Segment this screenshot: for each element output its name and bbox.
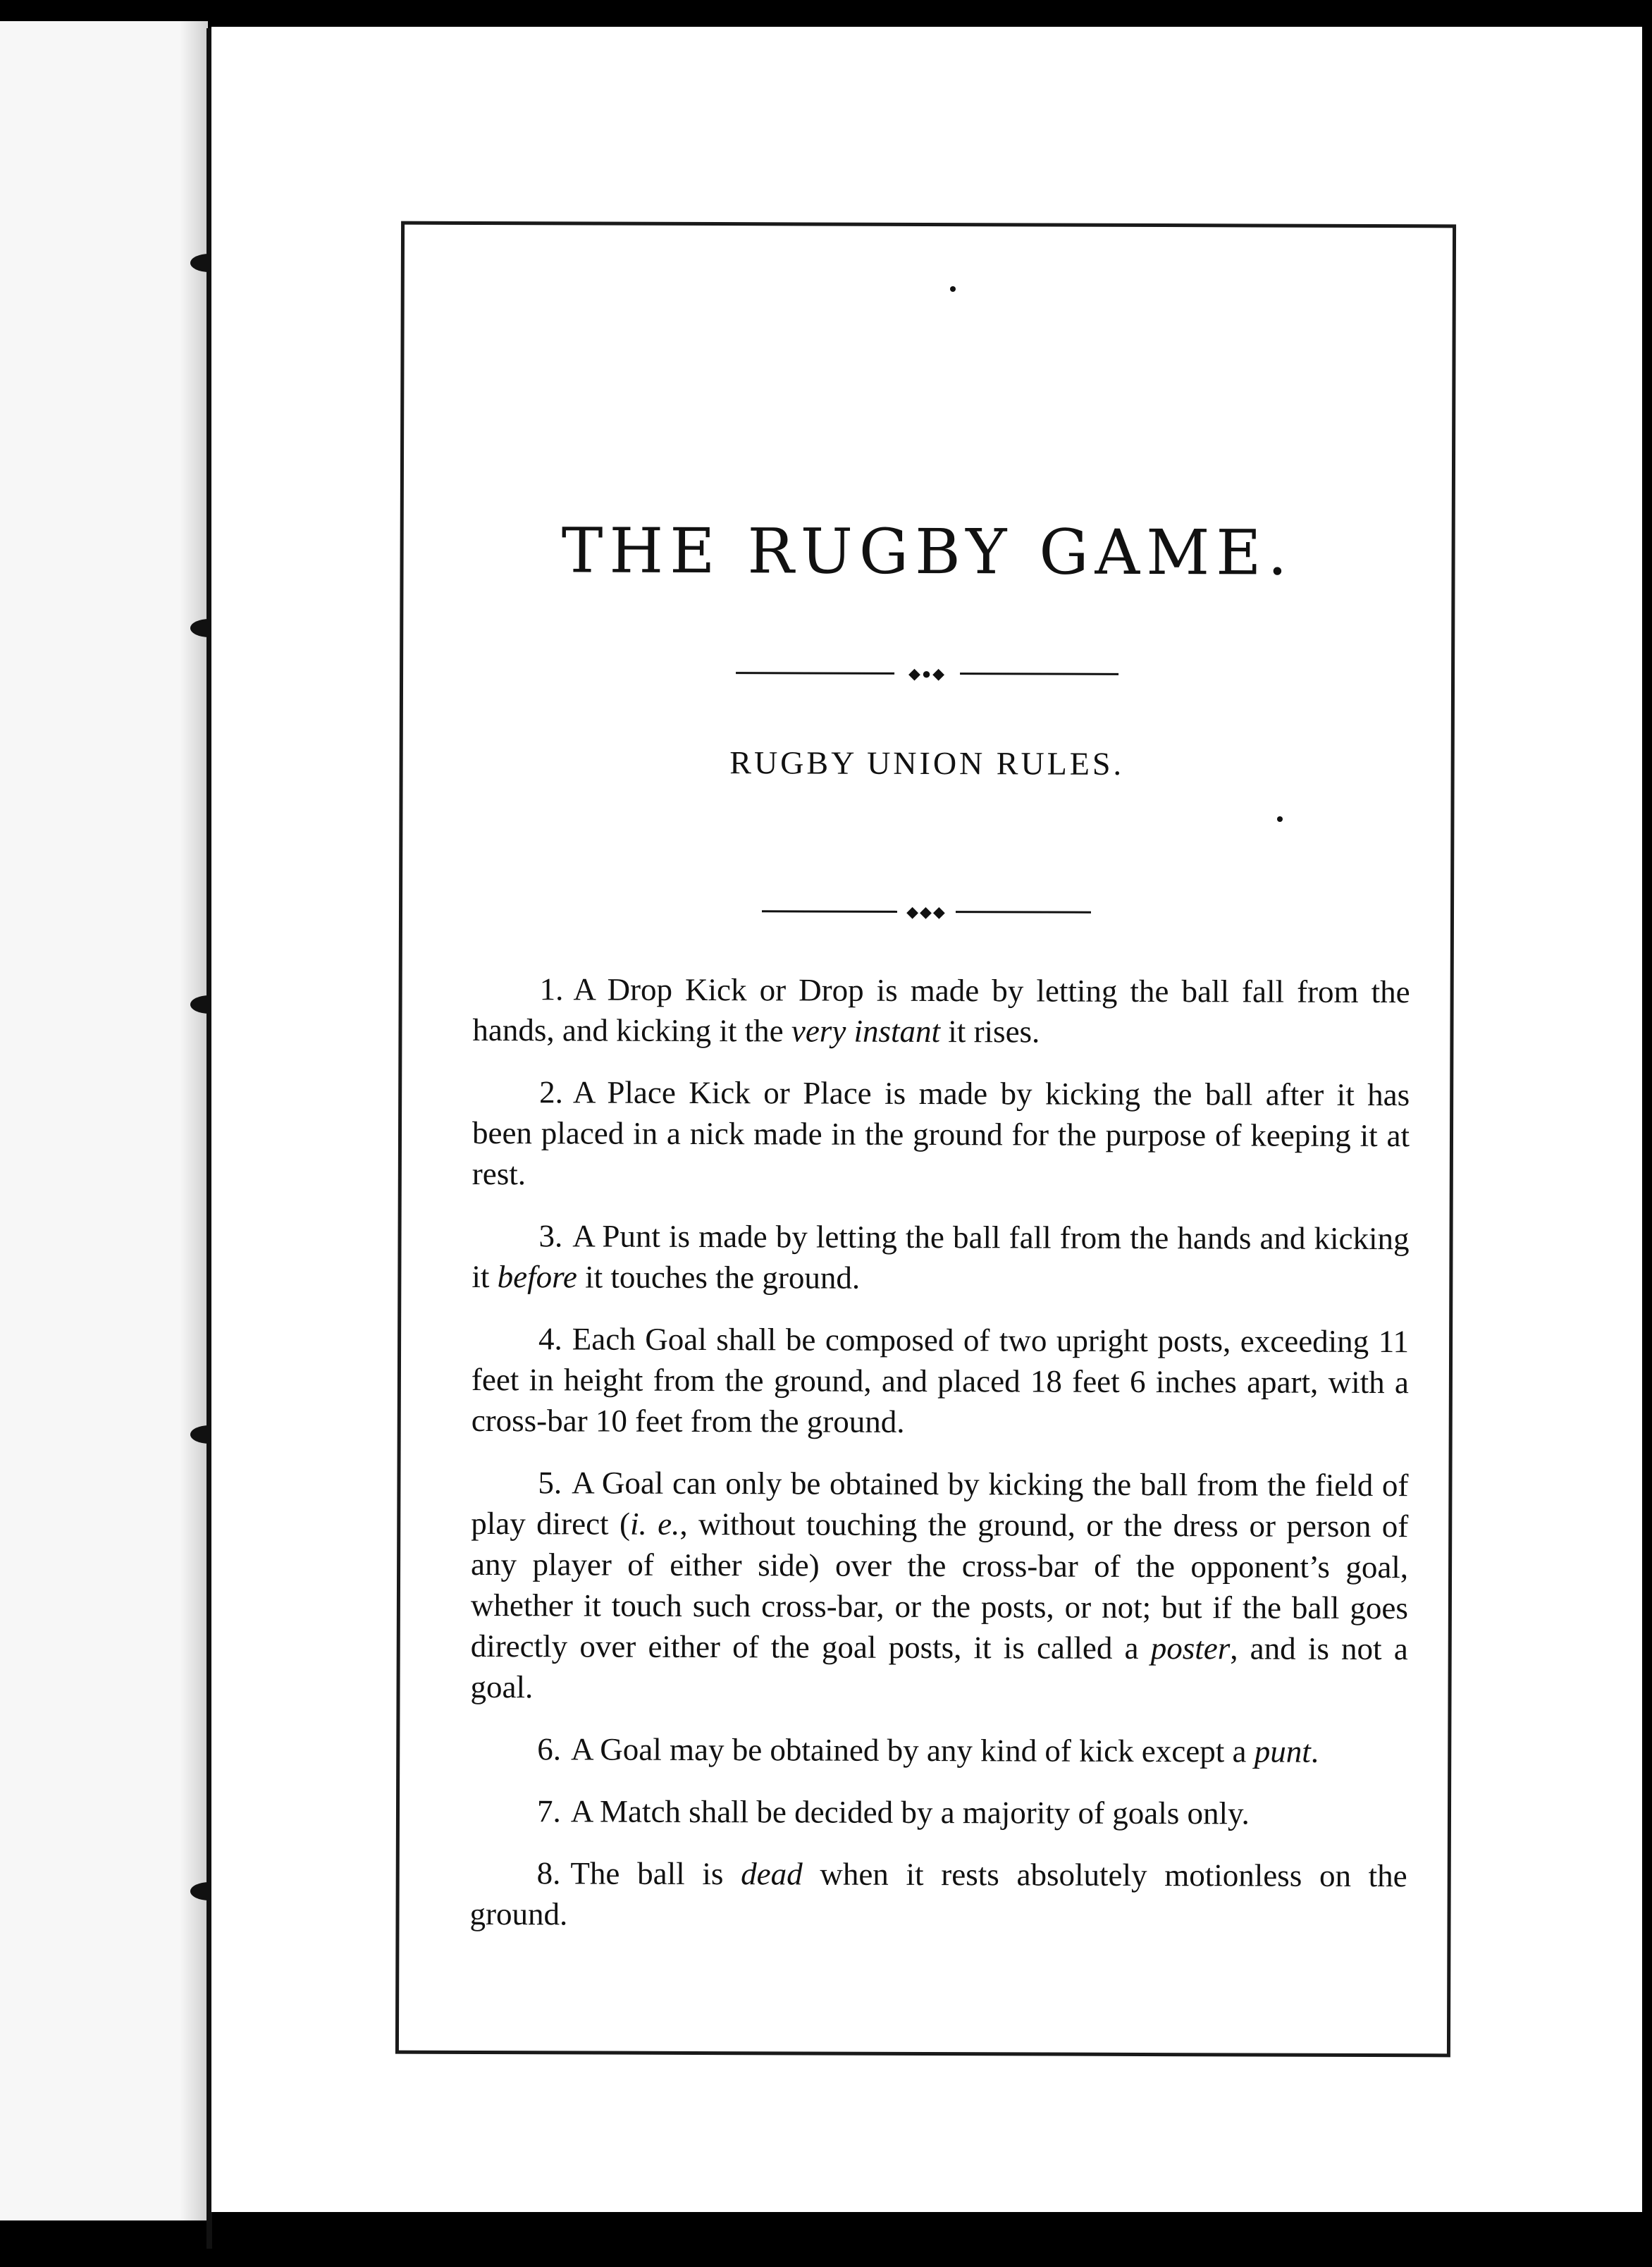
rule-emphasis: poster [1150,1630,1231,1666]
rule-number: 3. [538,1218,563,1254]
rule-emphasis: before [497,1259,578,1295]
rule-item [470,1728,1407,1772]
rule-text: it touches the ground. [577,1259,861,1296]
rule-emphasis: punt [1254,1733,1311,1769]
rule-text: , without touching the ground, or the dress or person of any player of either side) over the cross-bar of the opponent’s goal, whether it touch such cross-bar, or the posts, or not; but if the ball goes directly over either of the goal posts, it is called a [470,1506,1409,1666]
rule-item [470,1462,1408,1710]
rule-text: A Punt is made by letting the ball fall from the hands and kicking it [471,1218,1410,1295]
previous-page-edge [0,21,204,2220]
rule-emphasis: very instant [791,1013,941,1050]
rule-number: 5. [538,1465,562,1501]
rule-number: 2. [539,1074,564,1110]
rule-item [470,1790,1407,1834]
rule-text: A Goal can only be obtained by kicking the ball from the field of play direct ( [471,1465,1409,1542]
rule-emphasis: i. e. [629,1506,680,1542]
rule-number: 4. [538,1321,562,1357]
rule-number: 8. [536,1855,561,1891]
rules-list [469,969,1410,1958]
divider-rule-right [956,911,1091,914]
page-border-frame [395,221,1456,2058]
rule-item [471,1318,1410,1444]
rule-item [471,1215,1409,1300]
rule-text: . [1310,1733,1319,1769]
rule-text: it rises. [940,1014,1040,1050]
rule-text: , and is not a goal. [470,1630,1408,1705]
divider-ornament: ◆◆◆ [906,902,947,921]
rule-emphasis: dead [741,1856,803,1892]
rule-number: 7. [536,1793,561,1829]
rule-text: The ball is [570,1855,741,1892]
rule-text: A Match shall be decided by a majority of goals only. [570,1793,1250,1831]
title-divider [403,662,1451,687]
rule-number: 1. [539,971,564,1007]
rule-text: A Drop Kick or Drop is made by letting the ball fall from the hands, and kicking it the [472,971,1410,1049]
divider-ornament: ◆●◆ [908,664,947,683]
section-subtitle: RUGBY UNION RULES. [729,744,1125,782]
rule-text: A Place Kick or Place is made by kicking the ball after it has been placed in a nick made in the ground for the purpose of keeping it at rest. [471,1074,1410,1192]
subtitle-divider [402,900,1450,925]
rule-text: A Goal may be obtained by any kind of kick except a [570,1731,1255,1769]
rule-text: when it rests absolutely motionless on the ground. [469,1856,1407,1932]
page-title: THE RUGBY GAME. [561,514,1294,589]
rule-number: 6. [537,1731,562,1767]
book-page [211,27,1642,2212]
rule-text: Each Goal shall be composed of two upright posts, exceeding 11 feet in height from the ground, and placed 18 feet 6 inches apart, with a cross-bar 10 feet from the ground. [471,1321,1410,1439]
rule-item [469,1853,1407,1937]
rule-item [472,1071,1410,1197]
rule-item [472,969,1410,1053]
